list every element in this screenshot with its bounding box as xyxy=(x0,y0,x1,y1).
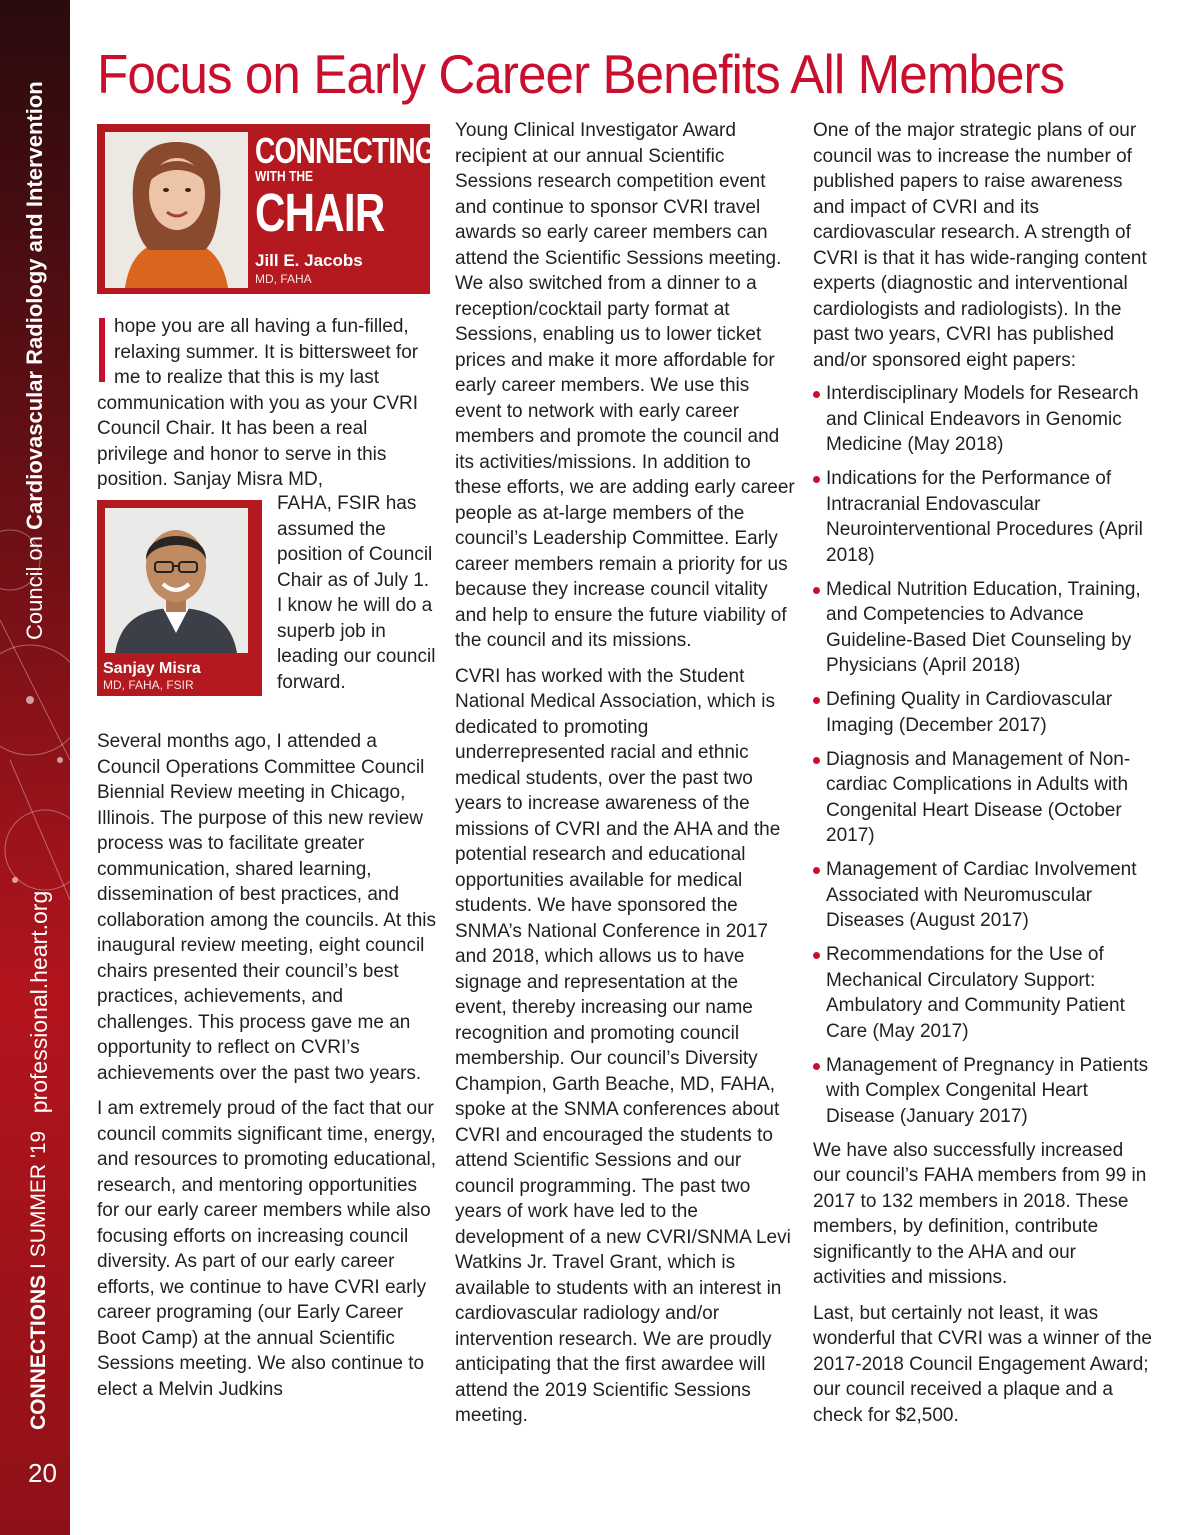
page-number: 20 xyxy=(28,1458,57,1488)
column-1-intro xyxy=(97,314,437,493)
column-3 xyxy=(813,118,1153,1428)
bullet-icon xyxy=(813,476,820,483)
list-item: Diagnosis and Management of Non-cardiac Complications in Adults with Congenital Heart Disease (October 2017) xyxy=(813,747,1153,849)
list-item: Management of Cardiac Involvement Associated with Neuromuscular Diseases (August 2017) xyxy=(813,857,1153,934)
list-item: Recommendations for the Use of Mechanical Circulatory Support: Ambulatory and Community Patient Care (May 2017) xyxy=(813,942,1153,1044)
council-name-vertical: Council on Cardiovascular Radiology and Intervention xyxy=(22,81,47,640)
with-the-heading: WITH THE xyxy=(255,168,313,185)
bullet-icon xyxy=(813,1063,820,1070)
bullet-icon xyxy=(813,757,820,764)
bullet-icon xyxy=(813,952,820,959)
wrap-paragraph: FAHA, FSIR has assumed the position of Council Chair as of July 1. I know he will do a superb job in leading our council forward. xyxy=(277,493,436,693)
list-item: Medical Nutrition Education, Training, and Competencies to Advance Guideline-Based Diet Counseling by Physicians (April 2018) xyxy=(813,577,1153,679)
connecting-heading: CONNECTING xyxy=(255,130,436,171)
left-sidebar xyxy=(0,0,70,1535)
chair-heading: CHAIR xyxy=(255,183,385,243)
issue-info-vertical: CONNECTIONS I SUMMER '19 professional.heart.org xyxy=(26,890,52,1430)
papers-list xyxy=(813,381,1153,1129)
paragraph-early-career: I am extremely proud of the fact that our council commits significant time, energy, and resources to promoting educational, research, and mentoring opportunities for our early career members while also focusing efforts on increasing council diversity. As part of our early career efforts, we continue to have CVRI early career programing (our Early Career Boot Camp) at the annual Scientific Sessions meeting. We also continue to elect a Melvin Judkins xyxy=(97,1098,437,1400)
chair-portrait-photo xyxy=(105,132,248,288)
misra-portrait-photo xyxy=(105,508,248,653)
paragraph-strategic-plans: One of the major strategic plans of our council was to increase the number of published papers to raise awareness and impact of CVRI and its cardiovascular research. A strength of CVRI is that it has wide-ranging content experts (diagnostic and interventional cardiologists and radiologists). In the past two years, CVRI has published and/or sponsored eight papers: xyxy=(813,120,1147,371)
list-item: Interdisciplinary Models for Research and Clinical Endeavors in Genomic Medicine (May 2018) xyxy=(813,381,1153,458)
bullet-icon xyxy=(813,587,820,594)
list-item: Indications for the Performance of Intracranial Endovascular Neurointerventional Procedures (April 2018) xyxy=(813,466,1153,568)
website-url: professional.heart.org xyxy=(26,890,52,1114)
list-item: Management of Pregnancy in Patients with Complex Congenital Heart Disease (January 2017) xyxy=(813,1053,1153,1130)
list-item: Defining Quality in Cardiovascular Imaging (December 2017) xyxy=(813,687,1153,738)
column-1-wrap xyxy=(277,491,437,695)
chair-name: Jill E. Jacobs xyxy=(255,251,363,270)
paragraph-engagement-award: Last, but certainly not least, it was wonderful that CVRI was a winner of the 2017-2018 Council Engagement Award; our council received a plaque and a check for $2,500. xyxy=(813,1302,1153,1426)
misra-credentials: MD, FAHA, FSIR xyxy=(103,678,194,692)
paragraph-faha-members: We have also successfully increased our council’s FAHA members from 99 in 2017 to 132 members in 2018. These members, by definition, contribute significantly to the AHA and our activities and missions. xyxy=(813,1139,1147,1288)
paragraph-biennial-review: Several months ago, I attended a Council Operations Committee Council Biennial Review meeting in Chicago, Illinois. The purpose of this new review process was to facilitate greater communication, shared learning, dissemination of best practices, and collaboration among the councils. At this inaugural review meeting, eight council chairs presented their council’s best practices, achievements, and challenges. This process gave me an opportunity to reflect on CVRI’s achievements over the past two years. xyxy=(97,731,437,1084)
bullet-icon xyxy=(813,697,820,704)
chair-credentials: MD, FAHA xyxy=(255,272,312,286)
new-chair-box xyxy=(97,500,262,696)
misra-name: Sanjay Misra xyxy=(103,660,201,677)
bullet-icon xyxy=(813,391,820,398)
intro-paragraph: hope you are all having a fun-filled, relaxing summer. It is bittersweet for me to realize that this is my last communication with you as your CVRI Council Chair. It has been a real privilege and honor to serve in this position. Sanjay Misra MD, xyxy=(97,316,419,490)
paragraph-award: Young Clinical Investigator Award recipient at our annual Scientific Sessions research competition event and continue to sponsor CVRI travel awards so early career members can attend the Scientific Sessions meeting. We also switched from a dinner to a reception/cocktail party format at Sessions, enabling us to lower ticket prices and make it more affordable for early career members. We use this event to network with early career members and promote the council and its activities/missions. In addition to these efforts, we are adding early career people as at-large members of the council’s Leadership Committee. Early career members remain a priority for us because they increase council vitality and help to ensure the future viability of the council and its missions. xyxy=(455,120,795,651)
article-title: Focus on Early Career Benefits All Members xyxy=(97,43,1065,105)
column-2 xyxy=(455,118,795,1429)
connecting-with-chair-box xyxy=(97,124,436,294)
woman-portrait-illustration xyxy=(105,132,248,288)
drop-cap-bar xyxy=(99,318,105,382)
man-portrait-illustration xyxy=(105,508,248,653)
bullet-icon xyxy=(813,867,820,874)
column-1-bottom xyxy=(97,729,437,1402)
paragraph-snma: CVRI has worked with the Student National Medical Association, which is dedicated to promoting underrepresented racial and ethnic medical students, over the past two years to increase awareness of the missions of CVRI and the AHA and the potential research and educational opportunities available for medical students. We have sponsored the SNMA’s National Conference in 2017 and 2018, which allows us to have signage and representation at the event, thereby increasing our name recognition and promoting council membership. Our council’s Diversity Champion, Garth Beache, MD, FAHA, spoke at the SNMA conferences about CVRI and encouraged the students to attend Scientific Sessions and our council programming. The past two years of work have led to the development of a new CVRI/SNMA Levi Watkins Jr. Travel Grant, which is available to students with an interest in cardiovascular radiology and/or intervention research. We are proudly anticipating that the first awardee will attend the 2019 Scientific Sessions meeting. xyxy=(455,665,791,1426)
